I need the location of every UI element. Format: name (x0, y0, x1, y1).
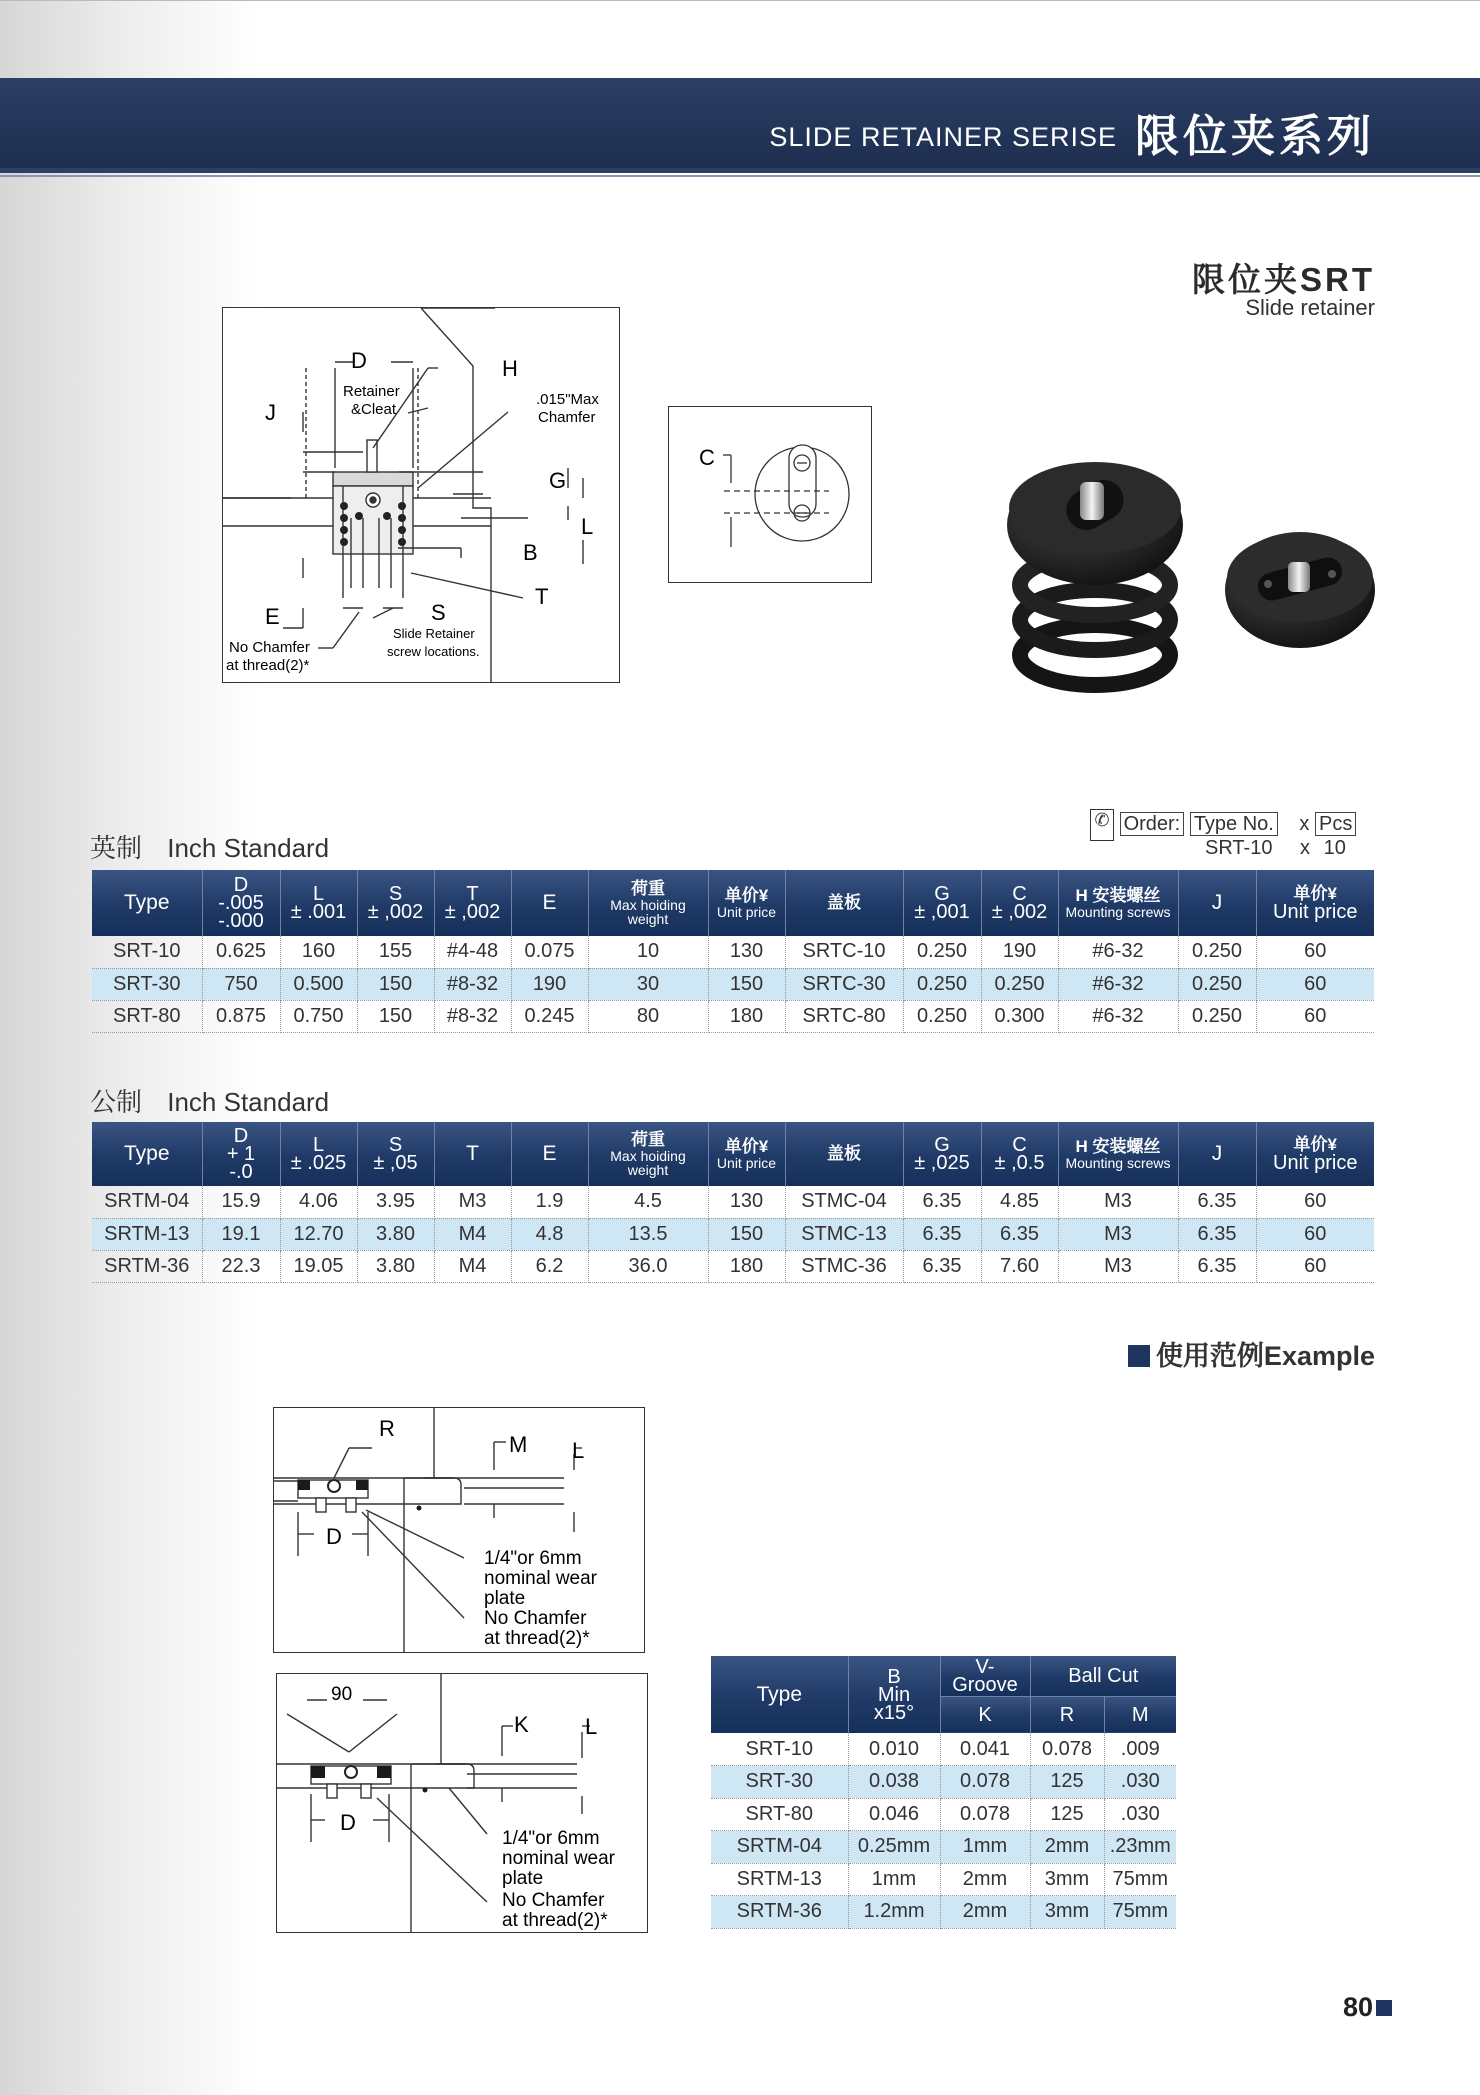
table-cell: 0.875 (202, 1000, 280, 1032)
col-e: E (511, 1122, 588, 1186)
top-view-svg (669, 407, 871, 582)
table-cell: 4.06 (280, 1186, 357, 1218)
col-l: L ± .025 (280, 1122, 357, 1186)
dim-m: M (509, 1432, 528, 1457)
dim-d: D (351, 348, 367, 373)
table-cell: 6.35 (1178, 1250, 1256, 1282)
table-cell: STMC-13 (785, 1218, 903, 1250)
table-cell: #6-32 (1058, 1000, 1178, 1032)
cell-type: SRTM-13 (92, 1218, 202, 1250)
table-cell: 150 (357, 968, 434, 1000)
cell-type: SRT-30 (711, 1766, 848, 1799)
side-gradient (0, 0, 260, 2095)
col-t: T (434, 1122, 511, 1186)
table-cell: 19.05 (280, 1250, 357, 1282)
label-nochamfer-2: at thread(2)* (226, 657, 310, 674)
table-row (711, 1896, 1176, 1929)
col-cover: 盖板 (785, 870, 903, 936)
col-b: B Min x15° (848, 1656, 940, 1733)
table-cell: #6-32 (1058, 936, 1178, 968)
product-name-en: Slide retainer (1245, 295, 1375, 320)
cell-type: SRT-10 (711, 1733, 848, 1766)
col-cover: 盖板 (785, 1122, 903, 1186)
table-row (711, 1798, 1176, 1831)
col-m: M (1104, 1696, 1176, 1733)
table-cell: 0.075 (511, 936, 588, 968)
col-price2: 单价¥ Unit price (1256, 1122, 1374, 1186)
table-cell: M4 (434, 1218, 511, 1250)
table-cell: 10 (588, 936, 708, 968)
table-cell: 0.010 (848, 1733, 940, 1766)
label-chamfer-1: .015"Max (536, 391, 599, 408)
col-type: Type (711, 1656, 848, 1733)
col-c: C ± ,002 (981, 870, 1058, 936)
table-cell: 0.078 (1030, 1733, 1104, 1766)
label-chamfer-2: Chamfer (538, 409, 596, 426)
cell-type: SRT-30 (92, 968, 202, 1000)
col-c: C ± ,0.5 (981, 1122, 1058, 1186)
label-wear-3: plate (502, 1868, 544, 1889)
col-j: J (1178, 870, 1256, 936)
order-example-x: x (1300, 837, 1311, 859)
table-cell: 1.2mm (848, 1896, 940, 1929)
dim-angle: 90 (331, 1684, 353, 1705)
table-cell: 6.35 (903, 1250, 981, 1282)
table-cell: 22.3 (202, 1250, 280, 1282)
table-cell: 160 (280, 936, 357, 968)
table-cell: 150 (708, 968, 785, 1000)
order-type-no: Type No. (1190, 812, 1278, 836)
table-cell: 155 (357, 936, 434, 968)
table-cell: 60 (1256, 1000, 1374, 1032)
table-cell: M3 (1058, 1250, 1178, 1282)
example-drawing-1-svg (274, 1408, 644, 1652)
col-e: E (511, 870, 588, 936)
cap-image (1225, 532, 1375, 648)
table-cell: .030 (1104, 1798, 1176, 1831)
header-rule-thin (0, 175, 1480, 177)
table-cell: 19.1 (202, 1218, 280, 1250)
table-cell: 0.300 (981, 1000, 1058, 1032)
table-cell: 60 (1256, 1250, 1374, 1282)
col-load: 荷重 Max hoiding weight (588, 1122, 708, 1186)
table-cell: #4-48 (434, 936, 511, 968)
example-drawing-1 (273, 1407, 645, 1653)
table-cell: 180 (708, 1000, 785, 1032)
product-name-cn: 限位夹SRT (1192, 261, 1375, 298)
table-cell: 190 (981, 936, 1058, 968)
table-row (92, 936, 1374, 968)
col-l: L ± .001 (280, 870, 357, 936)
order-example (1205, 837, 1346, 860)
table-cell: 0.038 (848, 1766, 940, 1799)
table-cell: 0.078 (940, 1798, 1030, 1831)
table-cell: .030 (1104, 1766, 1176, 1799)
top-view-drawing (668, 406, 872, 583)
label-nochamfer-1: No Chamfer (484, 1608, 587, 1629)
table-cell: 4.8 (511, 1218, 588, 1250)
table-cell: 125 (1030, 1766, 1104, 1799)
table-cell: STMC-36 (785, 1250, 903, 1282)
label-wear-1: 1/4"or 6mm (502, 1828, 600, 1849)
table-cell: 6.2 (511, 1250, 588, 1282)
label-slide-2: screw locations. (387, 644, 480, 659)
page-number: 80 (1343, 1992, 1392, 2023)
table-row (92, 968, 1374, 1000)
table-cell: #8-32 (434, 1000, 511, 1032)
square-bullet-icon (1376, 2000, 1392, 2016)
metric-header-row (92, 1122, 1374, 1186)
dim-e: E (265, 604, 280, 629)
table-cell: 1mm (848, 1863, 940, 1896)
table-cell: 0.245 (511, 1000, 588, 1032)
table-cell: 13.5 (588, 1218, 708, 1250)
table-cell: 0.250 (1178, 968, 1256, 1000)
phone-icon: ✆ (1090, 809, 1114, 841)
table-row (711, 1831, 1176, 1864)
col-g: G ± ,025 (903, 1122, 981, 1186)
label-wear-2: nominal wear (502, 1848, 615, 1869)
dim-s: S (431, 600, 446, 625)
product-photo (995, 430, 1385, 700)
header-rule (0, 168, 1480, 173)
cell-type: SRTM-04 (711, 1831, 848, 1864)
dim-c: C (699, 445, 715, 470)
col-load: 荷重 Max hoiding weight (588, 870, 708, 936)
cell-type: SRT-10 (92, 936, 202, 968)
square-bullet-icon (1128, 1345, 1150, 1367)
metric-table (92, 1122, 1374, 1283)
cell-type: SRT-80 (92, 1000, 202, 1032)
dim-l: L (572, 1438, 585, 1463)
table-cell: 0.25mm (848, 1831, 940, 1864)
order-label: Order: (1120, 812, 1185, 836)
table-cell: 3mm (1030, 1896, 1104, 1929)
table-cell: 0.046 (848, 1798, 940, 1831)
table-cell: 2mm (1030, 1831, 1104, 1864)
table-cell: 0.250 (1178, 1000, 1256, 1032)
col-price2: 单价¥ Unit price (1256, 870, 1374, 936)
dim-k: K (514, 1712, 529, 1737)
table-row (92, 1186, 1374, 1218)
cell-type: SRTM-13 (711, 1863, 848, 1896)
table-cell: 60 (1256, 1218, 1374, 1250)
table-row (711, 1863, 1176, 1896)
table-cell: 36.0 (588, 1250, 708, 1282)
ballcut-table (711, 1656, 1176, 1929)
dim-r: R (379, 1416, 395, 1441)
table-cell: 125 (1030, 1798, 1104, 1831)
col-g: G ± ,001 (903, 870, 981, 936)
table-cell: #6-32 (1058, 968, 1178, 1000)
table-row (92, 1000, 1374, 1032)
dim-j: J (265, 400, 276, 425)
dim-b: B (523, 540, 538, 565)
col-type: Type (92, 1122, 202, 1186)
table-cell: 6.35 (981, 1218, 1058, 1250)
inch-section-title (90, 828, 329, 865)
table-cell: 80 (588, 1000, 708, 1032)
order-x: x (1299, 813, 1310, 836)
table-cell: 0.250 (903, 968, 981, 1000)
table-cell: 75mm (1104, 1896, 1176, 1929)
inch-header-row (92, 870, 1374, 936)
table-cell: M3 (1058, 1186, 1178, 1218)
dim-g: G (549, 468, 567, 493)
col-h: H 安装螺丝 Mounting screws (1058, 1122, 1178, 1186)
table-cell: 130 (708, 1186, 785, 1218)
top-rule (0, 0, 1480, 1)
table-cell: 190 (511, 968, 588, 1000)
table-cell: 6.35 (903, 1186, 981, 1218)
col-vgroove: V- Groove (940, 1656, 1030, 1696)
table-cell: 0.041 (940, 1733, 1030, 1766)
table-cell: M3 (434, 1186, 511, 1218)
cell-type: SRTM-36 (711, 1896, 848, 1929)
col-price: 单价¥ Unit price (708, 870, 785, 936)
section-drawing (222, 307, 620, 683)
table-cell: 150 (357, 1000, 434, 1032)
dim-l: L (585, 1714, 598, 1739)
col-s: S ± ,002 (357, 870, 434, 936)
header-title-cn: 限位夹系列 (1135, 112, 1375, 161)
label-wear-2: nominal wear (484, 1568, 597, 1589)
dim-d: D (340, 1810, 356, 1835)
table-cell: 1mm (940, 1831, 1030, 1864)
table-cell: 1.9 (511, 1186, 588, 1218)
col-type: Type (92, 870, 202, 936)
col-price: 单价¥ Unit price (708, 1122, 785, 1186)
table-cell: 6.35 (1178, 1218, 1256, 1250)
cell-type: SRT-80 (711, 1798, 848, 1831)
table-cell: 7.60 (981, 1250, 1058, 1282)
order-pcs: Pcs (1315, 812, 1356, 836)
label-nochamfer-1: No Chamfer (502, 1890, 605, 1911)
label-wear-1: 1/4"or 6mm (484, 1548, 582, 1569)
dim-h: H (502, 356, 518, 381)
table-cell: 150 (708, 1218, 785, 1250)
table-cell: 12.70 (280, 1218, 357, 1250)
dim-l: L (581, 514, 594, 539)
table-cell: 6.35 (903, 1218, 981, 1250)
example-section-title: 使用范例Example (1128, 1334, 1375, 1373)
label-nochamfer-2: at thread(2)* (502, 1910, 608, 1931)
table-row (92, 1250, 1374, 1282)
inch-table (92, 870, 1374, 1033)
ballcut-header-row-1 (711, 1656, 1176, 1696)
ballcut-table-body (711, 1733, 1176, 1928)
table-cell: 60 (1256, 1186, 1374, 1218)
table-cell: M3 (1058, 1218, 1178, 1250)
example-drawing-2-svg (277, 1674, 647, 1932)
dim-d: D (326, 1524, 342, 1549)
table-cell: STMC-04 (785, 1186, 903, 1218)
table-cell: .23mm (1104, 1831, 1176, 1864)
table-cell: 4.5 (588, 1186, 708, 1218)
example-drawing-2 (276, 1673, 648, 1933)
label-wear-3: plate (484, 1588, 526, 1609)
section-drawing-svg (223, 308, 619, 682)
table-cell: 0.250 (903, 936, 981, 968)
table-cell: 3.80 (357, 1250, 434, 1282)
table-cell: 15.9 (202, 1186, 280, 1218)
table-cell: 0.500 (280, 968, 357, 1000)
table-cell: .009 (1104, 1733, 1176, 1766)
col-k: K (940, 1696, 1030, 1733)
table-cell: 0.078 (940, 1766, 1030, 1799)
table-cell: 0.750 (280, 1000, 357, 1032)
col-d: D + 1 -.0 (202, 1122, 280, 1186)
table-cell: SRTC-10 (785, 936, 903, 968)
col-j: J (1178, 1122, 1256, 1186)
table-cell: 30 (588, 968, 708, 1000)
spring-retainer-image (1007, 462, 1183, 685)
col-r: R (1030, 1696, 1104, 1733)
col-ballcut: Ball Cut (1030, 1656, 1176, 1696)
table-cell: 130 (708, 936, 785, 968)
table-cell: 0.250 (981, 968, 1058, 1000)
col-h: H 安装螺丝 Mounting screws (1058, 870, 1178, 936)
col-t: T ± ,002 (434, 870, 511, 936)
metric-section-title (90, 1082, 329, 1119)
inch-title-cn: 英制 (90, 833, 143, 863)
metric-title-cn: 公制 (90, 1087, 143, 1117)
table-row (711, 1766, 1176, 1799)
table-cell: 0.250 (903, 1000, 981, 1032)
table-cell: 180 (708, 1250, 785, 1282)
table-cell: 750 (202, 968, 280, 1000)
table-row (711, 1733, 1176, 1766)
order-example-type: SRT-10 (1205, 837, 1273, 859)
table-row (92, 1218, 1374, 1250)
table-cell: 75mm (1104, 1863, 1176, 1896)
table-cell: 60 (1256, 968, 1374, 1000)
dim-t: T (535, 584, 549, 609)
col-d: D -.005 -.000 (202, 870, 280, 936)
cell-type: SRTM-04 (92, 1186, 202, 1218)
cell-type: SRTM-36 (92, 1250, 202, 1282)
metric-title-en: Inch Standard (167, 1087, 330, 1117)
table-cell: 3.95 (357, 1186, 434, 1218)
label-slide-1: Slide Retainer (393, 626, 475, 641)
table-cell: 4.85 (981, 1186, 1058, 1218)
header-title-en: SLIDE RETAINER SERISE (769, 122, 1117, 152)
table-cell: SRTC-80 (785, 1000, 903, 1032)
inch-title-en: Inch Standard (167, 833, 330, 863)
table-cell: 3mm (1030, 1863, 1104, 1896)
table-cell: #8-32 (434, 968, 511, 1000)
table-cell: SRTC-30 (785, 968, 903, 1000)
table-cell: 0.250 (1178, 936, 1256, 968)
table-cell: 0.625 (202, 936, 280, 968)
label-nochamfer-2: at thread(2)* (484, 1628, 590, 1649)
col-s: S ± ,05 (357, 1122, 434, 1186)
table-cell: 2mm (940, 1896, 1030, 1929)
table-cell: M4 (434, 1250, 511, 1282)
table-cell: 6.35 (1178, 1186, 1256, 1218)
inch-table-body (92, 936, 1374, 1032)
label-cleat: &Cleat (351, 401, 397, 418)
metric-table-body (92, 1186, 1374, 1282)
order-example-qty: 10 (1323, 837, 1346, 859)
table-cell: 60 (1256, 936, 1374, 968)
table-cell: 2mm (940, 1863, 1030, 1896)
label-retainer: Retainer (343, 383, 400, 400)
label-nochamfer-1: No Chamfer (229, 639, 310, 656)
table-cell: 3.80 (357, 1218, 434, 1250)
